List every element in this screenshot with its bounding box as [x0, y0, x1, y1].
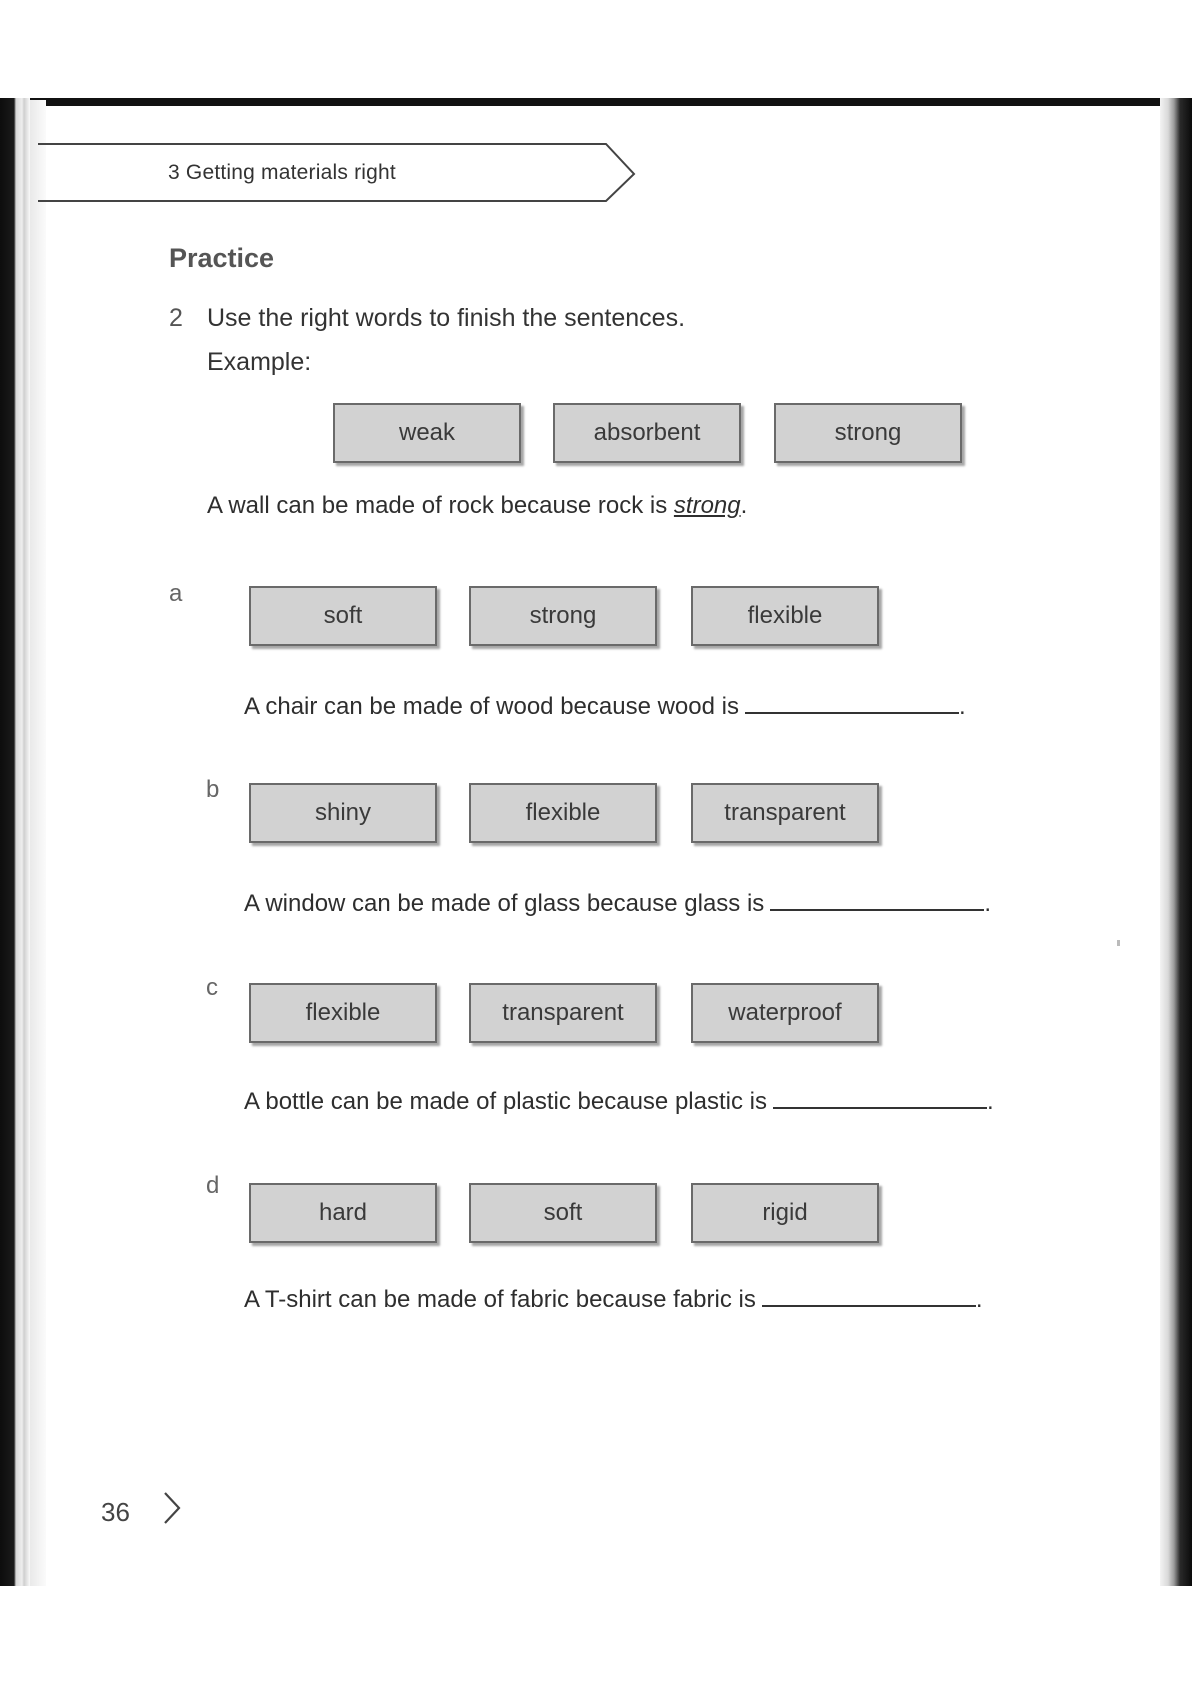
sentence-end: .: [958, 693, 966, 720]
word-box: soft: [249, 586, 437, 646]
word-box: flexible: [249, 983, 437, 1043]
chapter-title: 3 Getting materials right: [168, 161, 396, 184]
item-letter-b: b: [206, 776, 220, 803]
word-box: strong: [469, 586, 657, 646]
example-label: Example:: [207, 348, 312, 376]
scan-top-edge: [0, 98, 1192, 106]
item-b-sentence: [244, 889, 991, 918]
item-d-sentence: [244, 1285, 983, 1314]
book-spine-left: [0, 98, 30, 1586]
sentence-text: A T-shirt can be made of fabric because fabric is: [244, 1286, 756, 1313]
example-word-box: weak: [333, 403, 521, 463]
word-box: soft: [469, 1183, 657, 1243]
sentence-text: A chair can be made of wood because wood is: [244, 693, 739, 720]
sentence-end: .: [986, 1088, 994, 1115]
example-sentence-end: .: [740, 492, 748, 519]
item-letter-d: d: [206, 1172, 220, 1199]
item-letter-c: c: [206, 974, 218, 1001]
item-a-sentence: [244, 692, 966, 721]
word-box: waterproof: [691, 983, 879, 1043]
word-box: transparent: [691, 783, 879, 843]
word-box: hard: [249, 1183, 437, 1243]
answer-blank[interactable]: [745, 692, 959, 714]
question-number: 2: [169, 304, 183, 332]
section-title: Practice: [169, 243, 275, 273]
word-box: shiny: [249, 783, 437, 843]
scan-bottom-area: [0, 1586, 1192, 1685]
sentence-text: A window can be made of glass because glass is: [244, 890, 765, 917]
book-edge-right: [1160, 98, 1192, 1586]
item-letter-a: a: [169, 580, 183, 607]
answer-blank[interactable]: [762, 1285, 976, 1307]
word-box: transparent: [469, 983, 657, 1043]
question-instruction: Use the right words to finish the sentences.: [207, 304, 686, 332]
example-sentence: [207, 492, 747, 520]
answer-blank[interactable]: [773, 1087, 987, 1109]
example-answer: strong: [673, 492, 741, 519]
chevron-right-icon: [160, 1490, 184, 1526]
answer-blank[interactable]: [770, 889, 984, 911]
sentence-text: A bottle can be made of plastic because plastic is: [244, 1088, 767, 1115]
scan-speck: [1117, 940, 1120, 946]
page-gutter: [30, 100, 46, 1586]
example-word-box: strong: [774, 403, 962, 463]
example-word-box: absorbent: [553, 403, 741, 463]
page-number: 36: [101, 1497, 130, 1527]
word-box: flexible: [691, 586, 879, 646]
sentence-end: .: [975, 1286, 983, 1313]
word-box: rigid: [691, 1183, 879, 1243]
example-sentence-text: A wall can be made of rock because rock is: [207, 492, 674, 519]
item-c-sentence: [244, 1087, 994, 1116]
sentence-end: .: [984, 890, 991, 917]
word-box: flexible: [469, 783, 657, 843]
